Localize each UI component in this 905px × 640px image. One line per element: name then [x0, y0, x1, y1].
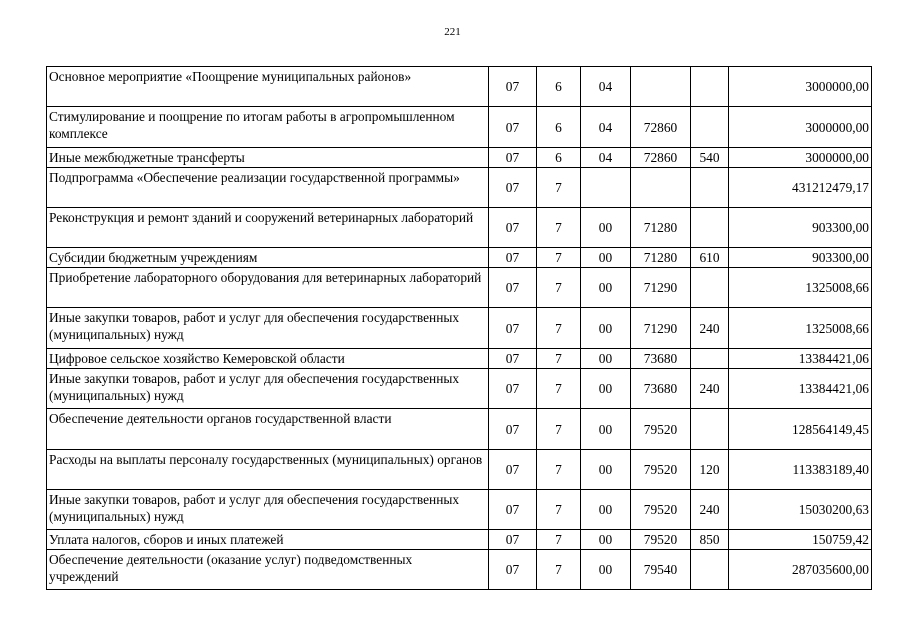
expense-code-cell: 71280: [631, 208, 691, 248]
program-code-cell: 00: [581, 550, 631, 590]
amount-cell: 128564149,45: [729, 409, 872, 450]
subsection-code-cell: 7: [537, 450, 581, 490]
program-code-cell: 00: [581, 450, 631, 490]
subsection-code-cell: 7: [537, 208, 581, 248]
type-code-cell: 240: [691, 490, 729, 530]
section-code-cell: 07: [489, 208, 537, 248]
subsection-code-cell: 7: [537, 369, 581, 409]
program-code-cell: 00: [581, 349, 631, 369]
subsection-code-cell: 6: [537, 67, 581, 107]
page-number: 221: [444, 26, 461, 38]
table-row: [47, 550, 872, 590]
expense-code-cell: 79520: [631, 409, 691, 450]
table-row: [47, 369, 872, 409]
expense-code-cell: 71290: [631, 268, 691, 308]
amount-cell: 287035600,00: [729, 550, 872, 590]
subsection-code-cell: 7: [537, 409, 581, 450]
expense-code-cell: 71280: [631, 248, 691, 268]
row-name-cell: Субсидии бюджетным учреждениям: [47, 248, 489, 268]
row-name-cell: Иные закупки товаров, работ и услуг для обеспечения государственных (муниципальных) нужд: [47, 369, 489, 409]
program-code-cell: 00: [581, 208, 631, 248]
table-body: [47, 67, 872, 590]
program-code-cell: [581, 168, 631, 208]
type-code-cell: 610: [691, 248, 729, 268]
table-row: [47, 268, 872, 308]
program-code-cell: 00: [581, 530, 631, 550]
row-name-cell: Обеспечение деятельности органов государственной власти: [47, 409, 489, 450]
table-row: [47, 67, 872, 107]
expense-code-cell: 72860: [631, 107, 691, 148]
subsection-code-cell: 6: [537, 148, 581, 168]
expense-code-cell: 73680: [631, 349, 691, 369]
table-row: [47, 107, 872, 148]
expense-code-cell: 79520: [631, 530, 691, 550]
subsection-code-cell: 7: [537, 530, 581, 550]
table-row: [47, 409, 872, 450]
type-code-cell: 240: [691, 369, 729, 409]
table-row: [47, 530, 872, 550]
type-code-cell: [691, 67, 729, 107]
section-code-cell: 07: [489, 308, 537, 349]
amount-cell: 3000000,00: [729, 148, 872, 168]
subsection-code-cell: 7: [537, 550, 581, 590]
row-name-cell: Стимулирование и поощрение по итогам работы в агропромышленном комплексе: [47, 107, 489, 148]
program-code-cell: 00: [581, 268, 631, 308]
section-code-cell: 07: [489, 530, 537, 550]
type-code-cell: 240: [691, 308, 729, 349]
program-code-cell: 00: [581, 490, 631, 530]
table-row: [47, 308, 872, 349]
expense-code-cell: 72860: [631, 148, 691, 168]
table-row: [47, 349, 872, 369]
expense-code-cell: 79540: [631, 550, 691, 590]
row-name-cell: Цифровое сельское хозяйство Кемеровской области: [47, 349, 489, 369]
expense-code-cell: [631, 168, 691, 208]
table-row: [47, 148, 872, 168]
expense-code-cell: 79520: [631, 450, 691, 490]
row-name-cell: Обеспечение деятельности (оказание услуг) подведомственных учреждений: [47, 550, 489, 590]
subsection-code-cell: 7: [537, 168, 581, 208]
type-code-cell: [691, 409, 729, 450]
type-code-cell: [691, 550, 729, 590]
row-name-cell: Приобретение лабораторного оборудования для ветеринарных лабораторий: [47, 268, 489, 308]
budget-table: [46, 66, 872, 590]
row-name-cell: Основное мероприятие «Поощрение муниципальных районов»: [47, 67, 489, 107]
section-code-cell: 07: [489, 550, 537, 590]
program-code-cell: 04: [581, 148, 631, 168]
table-row: [47, 490, 872, 530]
type-code-cell: [691, 268, 729, 308]
amount-cell: 1325008,66: [729, 308, 872, 349]
amount-cell: 431212479,17: [729, 168, 872, 208]
subsection-code-cell: 7: [537, 248, 581, 268]
section-code-cell: 07: [489, 168, 537, 208]
program-code-cell: 00: [581, 248, 631, 268]
table-row: [47, 168, 872, 208]
table-row: [47, 450, 872, 490]
section-code-cell: 07: [489, 369, 537, 409]
amount-cell: 13384421,06: [729, 349, 872, 369]
section-code-cell: 07: [489, 148, 537, 168]
type-code-cell: [691, 168, 729, 208]
amount-cell: 150759,42: [729, 530, 872, 550]
amount-cell: 3000000,00: [729, 107, 872, 148]
amount-cell: 3000000,00: [729, 67, 872, 107]
expense-code-cell: 73680: [631, 369, 691, 409]
table-row: [47, 248, 872, 268]
program-code-cell: 00: [581, 308, 631, 349]
section-code-cell: 07: [489, 67, 537, 107]
subsection-code-cell: 7: [537, 268, 581, 308]
section-code-cell: 07: [489, 349, 537, 369]
subsection-code-cell: 7: [537, 490, 581, 530]
program-code-cell: 04: [581, 67, 631, 107]
row-name-cell: Иные межбюджетные трансферты: [47, 148, 489, 168]
expense-code-cell: 79520: [631, 490, 691, 530]
program-code-cell: 04: [581, 107, 631, 148]
expense-code-cell: [631, 67, 691, 107]
amount-cell: 1325008,66: [729, 268, 872, 308]
subsection-code-cell: 7: [537, 349, 581, 369]
type-code-cell: [691, 208, 729, 248]
section-code-cell: 07: [489, 409, 537, 450]
row-name-cell: Расходы на выплаты персоналу государственных (муниципальных) органов: [47, 450, 489, 490]
type-code-cell: 850: [691, 530, 729, 550]
section-code-cell: 07: [489, 107, 537, 148]
subsection-code-cell: 6: [537, 107, 581, 148]
section-code-cell: 07: [489, 268, 537, 308]
type-code-cell: 120: [691, 450, 729, 490]
subsection-code-cell: 7: [537, 308, 581, 349]
section-code-cell: 07: [489, 490, 537, 530]
program-code-cell: 00: [581, 369, 631, 409]
type-code-cell: 540: [691, 148, 729, 168]
section-code-cell: 07: [489, 450, 537, 490]
amount-cell: 15030200,63: [729, 490, 872, 530]
table-row: [47, 208, 872, 248]
row-name-cell: Уплата налогов, сборов и иных платежей: [47, 530, 489, 550]
amount-cell: 903300,00: [729, 248, 872, 268]
program-code-cell: 00: [581, 409, 631, 450]
row-name-cell: Подпрограмма «Обеспечение реализации государственной программы»: [47, 168, 489, 208]
expense-code-cell: 71290: [631, 308, 691, 349]
amount-cell: 13384421,06: [729, 369, 872, 409]
type-code-cell: [691, 349, 729, 369]
amount-cell: 903300,00: [729, 208, 872, 248]
row-name-cell: Иные закупки товаров, работ и услуг для обеспечения государственных (муниципальных) нужд: [47, 308, 489, 349]
type-code-cell: [691, 107, 729, 148]
row-name-cell: Реконструкция и ремонт зданий и сооружений ветеринарных лабораторий: [47, 208, 489, 248]
row-name-cell: Иные закупки товаров, работ и услуг для обеспечения государственных (муниципальных) нужд: [47, 490, 489, 530]
amount-cell: 113383189,40: [729, 450, 872, 490]
section-code-cell: 07: [489, 248, 537, 268]
